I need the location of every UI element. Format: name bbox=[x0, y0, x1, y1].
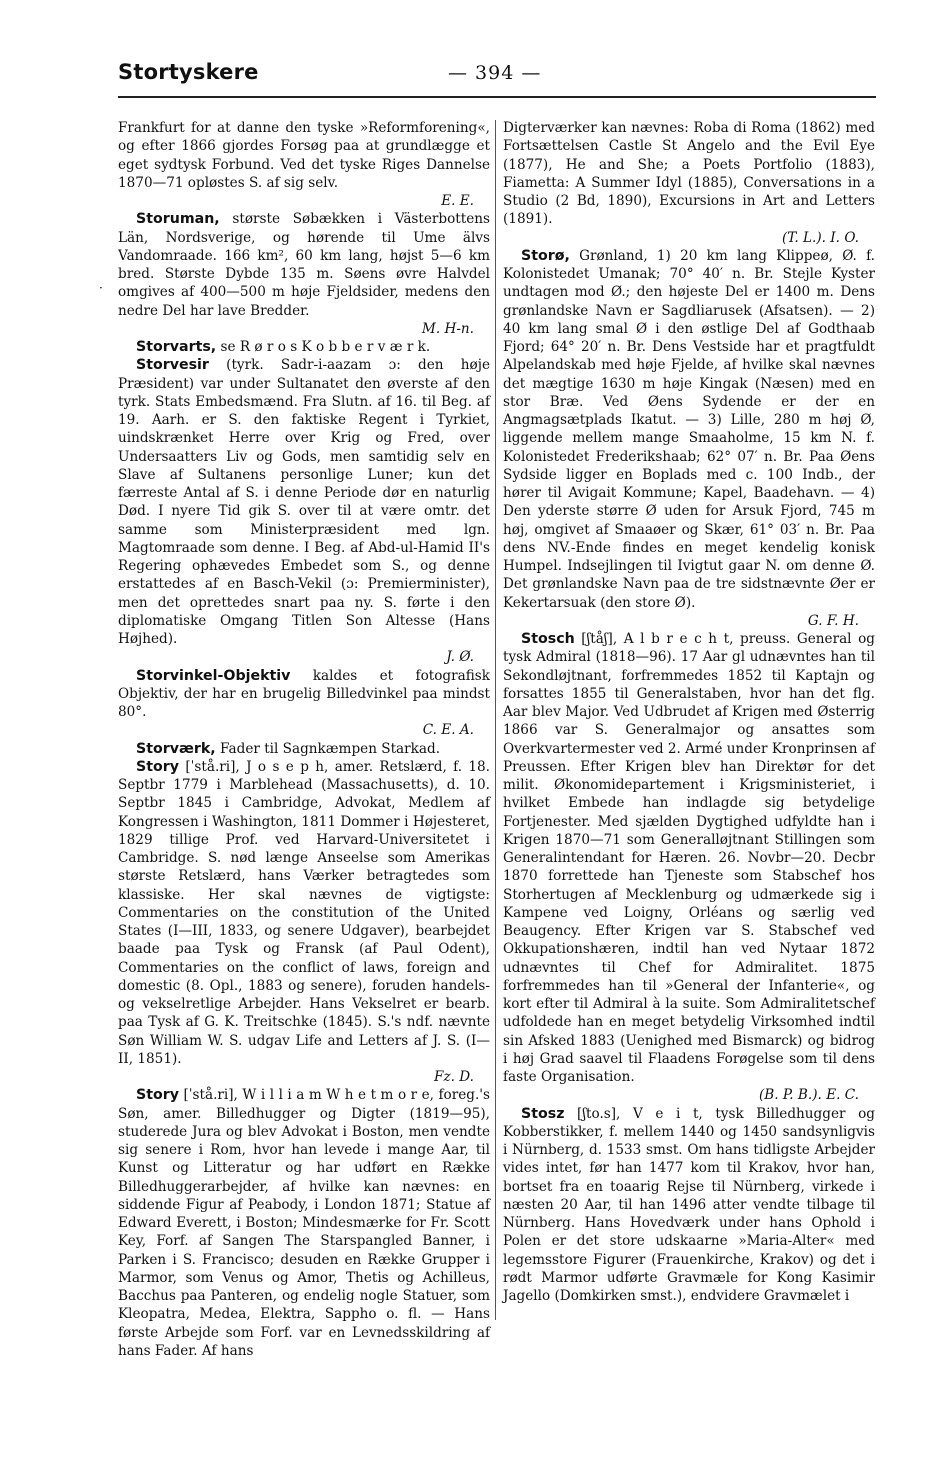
running-head-word: Stortyskere bbox=[118, 60, 259, 84]
entry-text: [ʃtåʃ], A l b r e c h t, preuss. General og tysk Admiral (1818—96). 17 Aar gl udnævntes han til Sekondløjtnant, forfremmedes 1852 til Kaptajn og forsattes 1855 til Generalstaben, hvor han det flg. Aar blev Major. Ved Udbrudet af Krigen med Østerrig 1866 var S. Generalmajor og ansattes som Overkvartermester ved 2. Armé under Kronprinsen af Preussen. Efter Krigen blev han Direktør for det milit. Økonomidepartement i Krigsministeriet, i hvilket Embede han indlagde sig betydelige Fortjenester. Med sjælden Dygtighed udfyldte han i Krigen 1870—71 som Generalløjtnant Stillingen som Generalintendant for Hæren. 26. Novbr—20. Decbr 1870 forrettede han Tjeneste som Stabschef hos Storhertugen af Mecklenburg og udmærkede sig i Kampene ved Loigny, Orléans og særlig ved Beaugency. Efter Krigen var S. Stabschef ved Okkupationshæren, indtil han ved Nytaar 1872 udnævntes til Chef for Admiralitet. 1875 forfremmedes han til »General der Infanterie«, og kort efter til Admiral à la suite. Som Admiralitetschef udfoldede han en meget betydelig Virksomhed indtil sin Afsked 1883 (Uenighed med Bismarck) og bidrog i høj Grad saavel til Flaadens Forøgelse som til dens faste Organisation. bbox=[503, 631, 875, 1085]
author-signature: (B. P. B.). E. C. bbox=[758, 1087, 859, 1104]
dictionary-entry bbox=[503, 1105, 875, 1306]
author-signature: Fz. D. bbox=[434, 1069, 474, 1085]
dictionary-entry bbox=[503, 630, 875, 1105]
entry-continuation bbox=[118, 119, 490, 210]
entry-text: Frankfurt for at danne den tyske »Reformforening«, og efter 1866 gjordes Forsøg paa at grundlægge et eget sydtysk Forbund. Ved det tyske Riges Dannelse 1870—71 opløstes S. af sig selv. bbox=[118, 120, 490, 191]
entry-headword: Storø, bbox=[521, 247, 570, 264]
entry-continuation bbox=[503, 119, 875, 247]
dictionary-entry bbox=[118, 338, 490, 356]
entry-text: (tyrk. Sadr-i-aazam ɔ: den høje Præsident) var under Sultanatet den øverste af den tyrk. Stats Embedsmænd. Fra Slutn. af 16. til Beg. af 19. Aarh. er S. den faktiske Regent i Tyrkiet, uindskrænket Herre over Krig og Fred, over Undersaatters Liv og Gods, men samtidig selv en Slave af Sultanens personlige Luner; kun det færreste Antal af S. i denne Periode dør en naturlig Død. I nyere Tid gik S. over til at være omtr. det samme som Ministerpræsident med lgn. Magtomraade som denne. I Beg. af Abd-ul-Hamid II's Regering ophævedes Embedet som S., og denne erstattedes af en Basch-Vekil (ɔ: Premierminister), men det oprettedes snart paa ny. S. førte i den diplomatiske Omgang Titlen Son Altesse (Hans Højhed). bbox=[118, 357, 490, 647]
margin-mark: · bbox=[99, 281, 103, 295]
dictionary-entry bbox=[118, 1086, 490, 1360]
author-signature: C. E. A. bbox=[422, 722, 474, 739]
entry-headword: Story bbox=[136, 1087, 179, 1104]
author-signature: E. E. bbox=[441, 193, 474, 209]
entry-text: [ˈstå.ri], J o s e p h, amer. Retslærd, f. 18. Septbr 1779 i Marblehead (Massachusetts), d. 10. Septbr 1845 i Cambridge, Advokat, Medlem af Kongressen i Washington, 1811 Dommer i Højesteret, 1829 tillige Prof. ved Harvard-Universitetet i Cambridge. S. nød længe Anseelse som Amerikas største Retslærd, hans Værker betragtedes som klassiske. Her skal nævnes de vigtigste: Commentaries on the constitution of the United States (I—III, 1833, og senere Udgaver), bearbejdet baade paa Tysk og Fransk (af Paul Odent), Commentaries on the conflict of laws, foreign and domestic (8. Opl., 1883 og senere), foruden handels- og vekselretlige Arbejder. Hans Vekselret er bearb. paa Tysk af G. K. Treitschke (1845). S.'s ndf. nævnte Søn William W. S. udgav Life and Letters af J. S. (I—II, 1851). bbox=[118, 758, 490, 1067]
author-signature: M. H-n. bbox=[421, 320, 474, 337]
entry-text: Digterværker kan nævnes: Roba di Roma (1862) med Fortsættelsen Castle St Angelo and the Evil Eye (1877), He and She; a Poets Portfolio (1883), Fiametta: A Summer Idyl (1885), Conversations in a Studio (2 Bd, 1890), Excursions in Art and Letters (1891). bbox=[503, 120, 875, 228]
entry-headword: Stosz bbox=[521, 1105, 565, 1122]
dictionary-entry bbox=[118, 667, 490, 740]
entry-headword: Storvarts, bbox=[136, 339, 217, 355]
entry-text: kaldes et fotografisk Objektiv, der har en brugelig Billedvinkel paa mindst 80°. bbox=[118, 667, 490, 720]
running-header bbox=[118, 58, 878, 92]
entry-text: [ʃto.s], V e i t, tysk Billedhugger og Kobberstikker, f. mellem 1440 og 1450 sandsynligvis i Nürnberg, d. 1533 smst. Om hans tidligste Arbejder vides intet, før han 1477 kom til Krakov, hvor han, bortset fra en toaarig Rejse til Nürnberg, virkede i næsten 20 Aar, til han 1496 atter vendte tilbage til Nürnberg. Hans Hovedværk under hans Ophold i Polen er det store udskaarne »Maria-Alter« med legemsstore Figurer (Frauenkirche, Krakov) og det i rødt Marmor udførte Gravmæle for Kong Kasimir Jagello (Domkirken smst.), endvidere Gravmælet i bbox=[503, 1105, 875, 1304]
dictionary-entry bbox=[118, 740, 490, 758]
author-signature: J. Ø. bbox=[446, 649, 474, 666]
entry-headword: Storuman, bbox=[136, 211, 220, 228]
entry-text: Fader til Sagnkæmpen Starkad. bbox=[215, 740, 441, 757]
entry-headword: Story bbox=[136, 758, 179, 775]
dictionary-entry bbox=[503, 247, 875, 630]
entry-headword: Storværk, bbox=[136, 740, 216, 757]
dictionary-entry bbox=[118, 210, 490, 338]
entry-headword: Storvesir bbox=[136, 357, 209, 374]
entry-headword: Stosch bbox=[521, 631, 575, 647]
author-signature: G. F. H. bbox=[807, 612, 859, 629]
entry-text: se R ø r o s K o b b e r v æ r k. bbox=[216, 339, 431, 355]
right-column bbox=[503, 119, 875, 1305]
entry-headword: Storvinkel-Objektiv bbox=[136, 667, 291, 684]
entry-text: Grønland, 1) 20 km lang Klippeø, Ø. f. Kolonistedet Umanak; 70° 40′ n. Br. Stejle Kyster undtagen mod Ø.; den højeste Del er 1400 m. Dens grønlandske Navn er Sagdliarusek (Afsatsen). — 2) 40 km lang smal Ø i den østlige Del af Godthaab Fjord; 64° 20′ n. Br. Dens Vestside har et pragtfuldt Alpelandskab med høje Fjelde, af hvilke skal nævnes det mægtige 1630 m høje Kingak (Næsen) med en stor Bræ. Ved Øens Sydende er der en Angmagsætplads Ikatut. — 3) Lille, 280 m høj Ø, liggende mellem mange Smaaholme, 15 km N. f. Kolonistedet Frederikshaab; 62° 07′ n. Br. Paa Øens Sydside ligger en Boplads med c. 100 Indb., der hører til Avigait Kommune; Kapel, Baadehavn. — 4) Den yderste større Ø uden for Arsuk Fjord, 745 m høj, omgivet af Smaaøer og Skær, 61° 03′ n. Br. Paa dens NV.-Ende findes en meget kendelig konisk Humpel. Indsejlingen til Ivigtut gaar N. om denne Ø. Det grønlandske Navn paa de tre sidstnævnte Øer er Kekertarsuak (den store Ø). bbox=[503, 247, 875, 611]
column-divider bbox=[495, 120, 496, 1320]
header-rule bbox=[118, 96, 876, 98]
page-number: — 394 — bbox=[448, 62, 542, 84]
dictionary-entry bbox=[118, 758, 490, 1087]
left-column bbox=[118, 119, 490, 1360]
entry-text: største Søbækken i Västerbottens Län, Nordsverige, og hørende til Ume älvs Vandomraade. 166 km², 60 km lang, højst 5—6 km bred. Største Dybde 135 m. Søens øvre Halvdel omgives af 400—500 m høje Fjeldsider, medens den nedre Del har lave Bredder. bbox=[118, 211, 490, 319]
dictionary-entry bbox=[118, 356, 490, 666]
author-signature: (T. L.). I. O. bbox=[782, 229, 859, 246]
entry-text: [ˈstå.ri], W i l l i a m W h e t m o r e, foreg.'s Søn, amer. Billedhugger og Digter (1819—95), studerede Jura og blev Advokat i Boston, men vendte sig senere i Rom, hvor han levede i mange Aar, til Kunst og Litteratur og har udført en Række Billedhuggerarbejder, af hvilke kan nævnes: en siddende Figur af Peabody, i London 1871; Statue af Edward Everett, i Boston; Mindesmærke for Fr. Scott Key, Forf. af Sangen The Starspangled Banner, i Parken i S. Francisco; desuden en Række Grupper i Marmor, som Venus og Amor, Thetis og Achilleus, Bacchus paa Panteren, og endelig nogle Statuer, som Kleopatra, Medea, Elektra, Sappho o. fl. — Hans første Arbejde som Forf. var en Levnedsskildring af hans Fader. Af hans bbox=[118, 1087, 490, 1359]
